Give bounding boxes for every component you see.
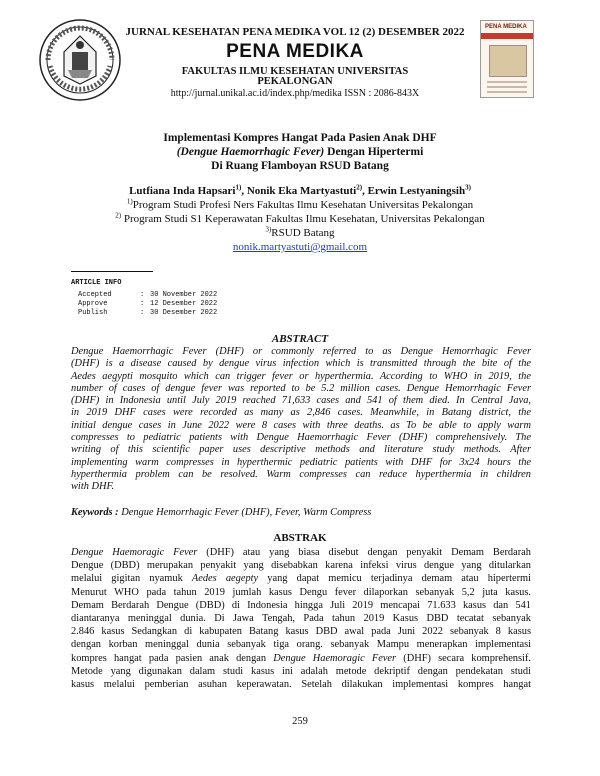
abstract-line: implementing warm compresses in hyperthermic pediatric patients with DHF for 3x24 hours the <box>71 456 531 468</box>
abstract-line: hyperthermia problem can be resolved. Warm compresses can reduce hyperthermia in children <box>71 468 531 480</box>
author-list: Lutfiana Inda Hapsari$^{1)}$, Nonik Eka Martyastuti$^{2)}$, Erwin Lestyaningsih$^{3)}$ <box>129 183 471 197</box>
journal-name: PENA MEDIKA <box>226 41 364 62</box>
abstrak-line: Metode yang digunakan dalam studi kasus ini adalah metode dekriptif dengan pendekatan studi <box>71 665 531 677</box>
corresponding-email-link[interactable]: nonik.martyastuti@gmail.com <box>232 241 368 253</box>
abstrak-line: diantaranya meninggal dunia. Di Jawa Tengah, Pada tahun 2019 Kasus DBD tecatat sebanyak <box>71 613 531 625</box>
page-number: 259 <box>292 716 308 727</box>
abstrak-body <box>71 546 531 691</box>
affiliation-1: $^{1)}$Program Studi Profesi Ners Fakultas Ilmu Kesehatan Universitas Pekalongan <box>126 197 474 211</box>
abstract-heading: ABSTRACT <box>271 333 329 345</box>
abstract-line: writing of this scientific paper uses descriptive methods and literature study methods. After <box>71 444 531 456</box>
article-info-row: Accepted : 30 November 2022 <box>78 291 218 299</box>
abstract-line: Dengue Haemorrhagic Fever (DHF) or commonly referred to as Dengue Hemorrhagic Fever <box>71 346 531 357</box>
article-info-title: ARTICLE INFO <box>71 279 122 287</box>
journal-cover-thumbnail <box>480 20 534 98</box>
abstract-line: Aedes aegypti mosquito which can trigger fever or hyperthermia. According to WHO in 2019, the <box>71 370 531 382</box>
abstract-line: number of cases of dengue fever was reported to be 5.2 million cases. Dengue Hemorrhagic Fever <box>71 382 531 394</box>
abstrak-line: Demam Berdarah Dengue (DBD) di Indonesia hingga Juli 2019 mencapai 71.633 kasus dan 541 <box>71 599 531 611</box>
paper-title-line-1: Implementasi Kompres Hangat Pada Pasien Anak DHF <box>163 132 437 144</box>
abstrak-line: Dengue Haemoragic Fever (DHF) atau yang biasa disebut dengan penyakit Demam Berdarah <box>71 547 531 558</box>
abstrak-line: 2.846 kasus Sedangkan di kabupaten Batang kasus DBD awal pada Juni 2022 sebanyak 8 kasus <box>71 626 531 638</box>
abstrak-line: kasus melalui pemberian asuhan keperawatan. Setelah dilakukan implementasi kompres hangat <box>71 679 531 691</box>
faculty-line-2: PEKALONGAN <box>257 76 333 87</box>
abstract-line: initial dengue cases in June 2022 were 8 cases with three deaths. as To be able to apply warm <box>71 419 531 431</box>
affiliation-3: $^{3)}$RSUD Batang <box>265 225 335 239</box>
journal-url-issn[interactable]: http://jurnal.unikal.ac.id/index.php/medika ISSN : 2086-843X <box>170 88 420 99</box>
faculty-line-1: FAKULTAS ILMU KESEHATAN UNIVERSITAS <box>181 66 409 77</box>
affiliation-2: $^{2)}$ Program Studi S1 Keperawatan Fakultas Ilmu Kesehatan, Universitas Pekalongan <box>115 211 485 225</box>
abstract-line: (DHF) is a disease caused by dengue virus infection which is transmitted through the bite of the <box>71 358 531 370</box>
abstrak-line: Dengue (DBD) merupakan penyakit yang disebabkan karena infeksi virus dengue yang ditularkan <box>71 560 531 572</box>
paper-title-line-3: Di Ruang Flamboyan RSUD Batang <box>211 160 389 172</box>
paper-title-line-2: (Dengue Haemorrhagic Fever) Dengan Hipertermi <box>176 146 424 158</box>
keywords-line: Keywords : Dengue Hemorrhagic Fever (DHF), Fever, Warm Compress <box>71 507 372 518</box>
abstract-line: with DHF. <box>71 481 115 493</box>
abstract-line: (DHF) in Indonesia until July 2019 reached 71,633 cases and 541 of them died. In Central Java, <box>71 395 531 407</box>
abstrak-heading: ABSTRAK <box>273 532 327 544</box>
abstrak-line: kompres hangat pada pasien anak dengan Dengue Haemoragic Fever (DHF) secara komprehensif. <box>71 652 531 664</box>
abstrak-line: dengan korban meninggal dunia sebanyak tiga orang. sebanyak Mampu menerapkan implementasi <box>71 639 531 651</box>
abstract-line: in 2019 DHF cases were recorded as many as 2,846 cases. Meanwhile, in Batang district, the <box>71 407 531 419</box>
abstrak-line: Menurut WHO pada tahun 2019 jumlah kasus Dengu fever dilaporkan sebanyak 5,2 juta kasus. <box>71 586 531 598</box>
abstract-line: compresses to pediatric patients with Dengue Haemorrhagic Fever (DHF) comprehensively. The <box>71 432 531 444</box>
journal-header-line: JURNAL KESEHATAN PENA MEDIKA VOL 12 (2) DESEMBER 2022 <box>125 26 465 38</box>
abstrak-line: melalui gigitan nyamuk Aedes aegepty yang dapat memicu terjadinya demam atau hipertermi <box>71 573 532 585</box>
university-seal-logo <box>38 18 122 102</box>
cover-title: PENA MEDIKA <box>485 24 527 30</box>
article-info-row: Publish : 30 Desember 2022 <box>78 309 218 317</box>
abstract-body <box>71 346 531 494</box>
article-info-divider <box>71 271 153 272</box>
article-info-row: Approve : 12 Desember 2022 <box>78 300 218 308</box>
